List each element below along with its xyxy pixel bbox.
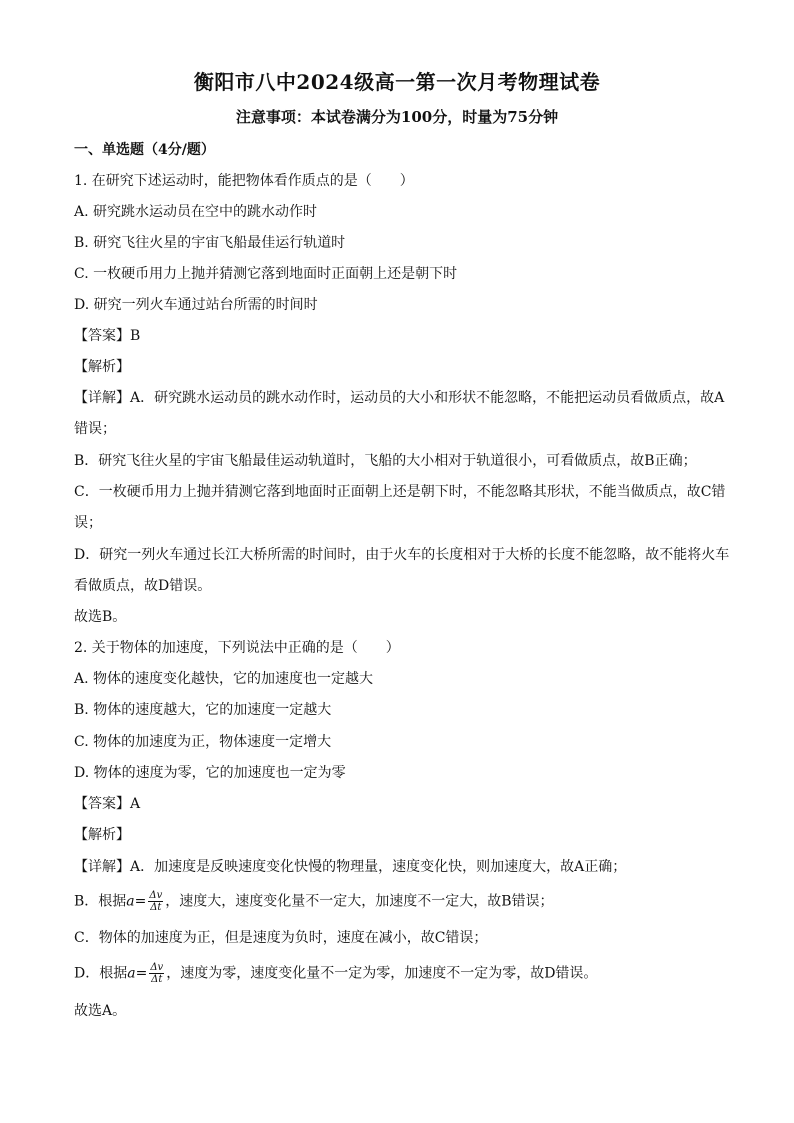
q1-option-d: D. 研究一列火车通过站台所需的时间时 bbox=[74, 297, 318, 313]
q1-detail-line: B．研究飞往火星的宇宙飞船最佳运动轨道时，飞船的大小相对于轨道很小，可看做质点，故B正确； bbox=[74, 453, 697, 469]
q1-option-a: A. 研究跳水运动员在空中的跳水动作时 bbox=[74, 204, 318, 220]
formula-numerator: Δv bbox=[150, 962, 164, 973]
q2-detail-a: 【详解】A．加速度是反映速度变化快慢的物理量，速度变化快，则加速度大，故A正确； bbox=[74, 859, 627, 875]
q1-detail-line: 看做质点，故D错误。 bbox=[74, 578, 212, 594]
formula-denominator: Δt bbox=[151, 974, 163, 985]
detail-b-prefix: B．根据 bbox=[74, 893, 127, 910]
formula-fraction bbox=[148, 890, 163, 913]
q1-option-b: B. 研究飞往火星的宇宙飞船最佳运行轨道时 bbox=[74, 235, 346, 251]
section-title: 一、单选题（4分/题） bbox=[74, 142, 215, 158]
q2-analysis-label: 【解析】 bbox=[74, 827, 130, 843]
formula-equals: = bbox=[134, 893, 147, 910]
exam-notice: 注意事项：本试卷满分为100分，时量为75分钟 bbox=[235, 108, 559, 126]
formula-equals: = bbox=[135, 965, 148, 982]
formula-lhs: a bbox=[126, 893, 135, 910]
q2-option-b: B. 物体的速度越大，它的加速度一定越大 bbox=[74, 702, 332, 718]
q2-stem: 2. 关于物体的加速度，下列说法中正确的是（ ） bbox=[74, 640, 400, 656]
q2-detail-c: C．物体的加速度为正，但是速度为负时，速度在减小，故C错误； bbox=[74, 930, 488, 946]
formula-denominator: Δt bbox=[150, 902, 162, 913]
detail-d-suffix: ，速度为零，速度变化量不一定为零，加速度不一定为零，故D错误。 bbox=[166, 965, 598, 982]
q2-option-c: C. 物体的加速度为正，物体速度一定增大 bbox=[74, 734, 332, 750]
q1-answer: 【答案】B bbox=[74, 328, 141, 344]
q1-detail-line: 【详解】A．研究跳水运动员的跳水动作时，运动员的大小和形状不能忽略，不能把运动员看做质点，故A bbox=[74, 390, 725, 406]
formula-fraction bbox=[149, 962, 164, 985]
q1-option-c: C. 一枚硬币用力上抛并猜测它落到地面时正面朝上还是朝下时 bbox=[74, 266, 458, 282]
q1-stem: 1. 在研究下述运动时，能把物体看作质点的是（ ） bbox=[74, 173, 414, 189]
formula-numerator: Δv bbox=[149, 890, 163, 901]
q2-option-a: A. 物体的速度变化越快，它的加速度也一定越大 bbox=[74, 671, 374, 687]
q2-option-d: D. 物体的速度为零，它的加速度也一定为零 bbox=[74, 765, 346, 781]
q2-detail-b bbox=[74, 890, 724, 913]
q1-detail-line: 误； bbox=[74, 515, 102, 531]
q1-analysis-label: 【解析】 bbox=[74, 359, 130, 375]
q2-detail-d bbox=[74, 962, 724, 985]
q2-answer: 【答案】A bbox=[74, 796, 141, 812]
formula-lhs: a bbox=[127, 965, 136, 982]
detail-b-suffix: ，速度大，速度变化量不一定大，加速度不一定大，故B错误； bbox=[165, 893, 554, 910]
detail-d-prefix: D．根据 bbox=[74, 965, 128, 982]
q1-detail-line: 错误； bbox=[74, 421, 116, 437]
page-title: 衡阳市八中2024级高一第一次月考物理试卷 bbox=[193, 70, 601, 94]
q1-conclusion: 故选B。 bbox=[74, 609, 127, 625]
q1-detail-line: C．一枚硬币用力上抛并猜测它落到地面时正面朝上还是朝下时，不能忽略其形状，不能当做质点，故C错 bbox=[74, 484, 726, 500]
q1-detail-line: D．研究一列火车通过长江大桥所需的时间时，由于火车的长度相对于大桥的长度不能忽略，故不能将火车 bbox=[74, 547, 730, 563]
q2-conclusion: 故选A。 bbox=[74, 1003, 127, 1019]
